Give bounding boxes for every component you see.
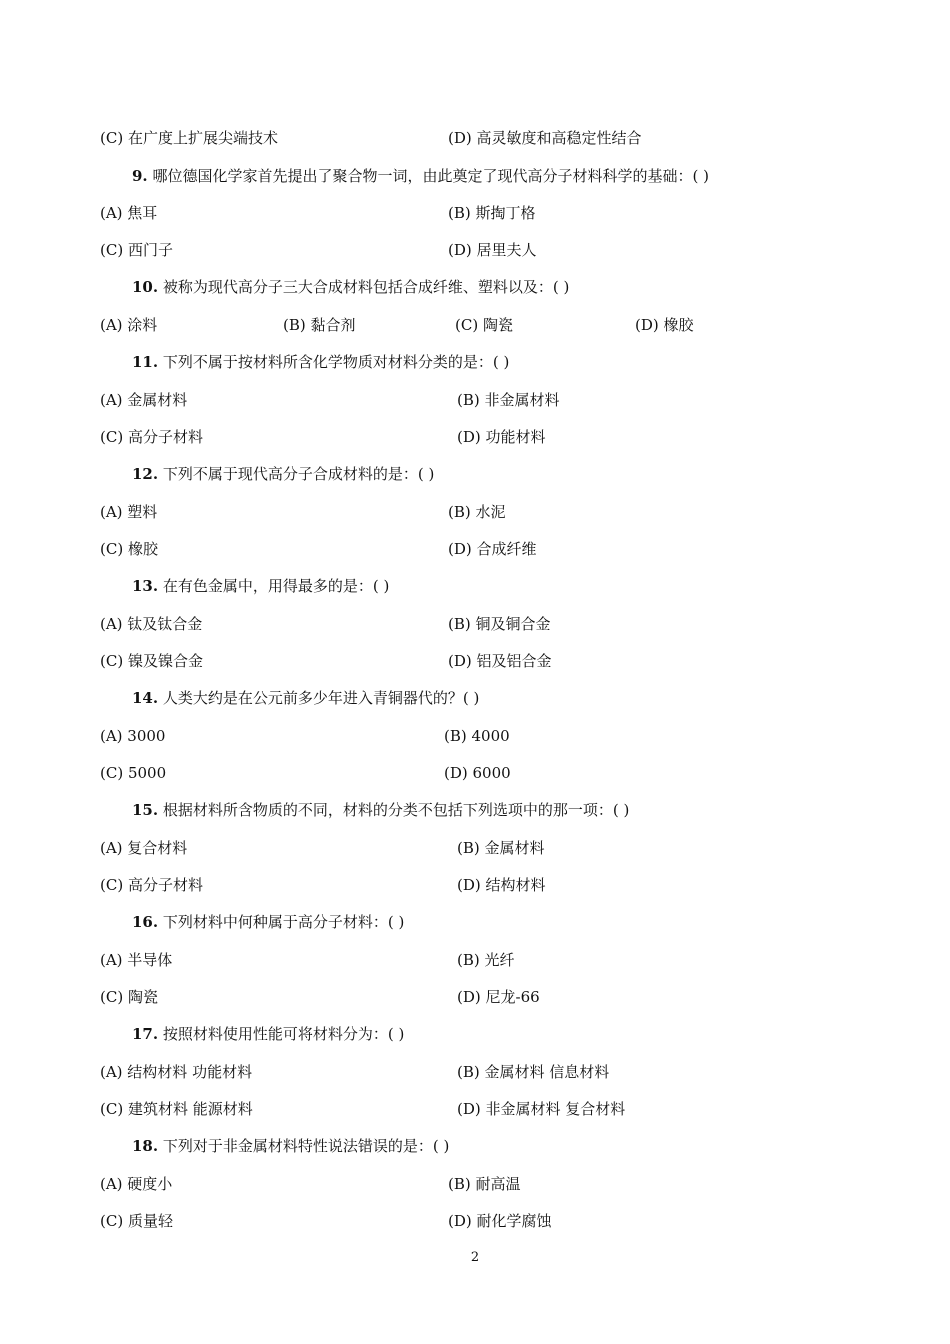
question-14	[132, 688, 479, 708]
question-text: 按照材料使用性能可将材料分为：( )	[158, 1025, 405, 1043]
question-12	[132, 464, 434, 484]
question-text: 根据材料所含物质的不同，材料的分类不包括下列选项中的那一项：( )	[158, 801, 630, 819]
answer-option: (D) 非金属材料 复合材料	[457, 1100, 626, 1118]
question-18	[132, 1136, 449, 1156]
question-number: 10.	[132, 278, 159, 296]
answer-option: (D) 橡胶	[635, 316, 694, 334]
answer-option: (A) 钛及钛合金	[100, 615, 203, 633]
question-text: 下列材料中何种属于高分子材料：( )	[158, 913, 405, 931]
question-number: 9.	[132, 167, 148, 185]
question-10	[132, 277, 569, 297]
answer-option: (D) 尼龙-66	[457, 988, 540, 1006]
answer-option: (B) 金属材料	[457, 839, 545, 857]
question-text: 哪位德国化学家首先提出了聚合物一词，由此奠定了现代高分子材料科学的基础：( )	[147, 167, 709, 185]
question-text: 下列不属于现代高分子合成材料的是：( )	[158, 465, 435, 483]
answer-option: (B) 水泥	[448, 503, 506, 521]
question-text: 人类大约是在公元前多少年进入青铜器代的？( )	[158, 689, 480, 707]
question-16	[132, 912, 404, 932]
answer-option: (A) 半导体	[100, 951, 173, 969]
answer-option: (A) 3000	[100, 727, 166, 745]
answer-option: (B) 4000	[444, 727, 510, 745]
question-number: 16.	[132, 913, 159, 931]
answer-option: (C) 镍及镍合金	[100, 652, 203, 670]
question-number: 11.	[132, 353, 159, 371]
answer-option: (C) 西门子	[100, 241, 173, 259]
answer-option: (B) 光纤	[457, 951, 515, 969]
answer-option: (D) 耐化学腐蚀	[448, 1212, 552, 1230]
answer-option: (A) 焦耳	[100, 204, 158, 222]
answer-option: (C) 陶瓷	[100, 988, 158, 1006]
question-number: 14.	[132, 689, 159, 707]
question-17	[132, 1024, 404, 1044]
answer-option: (B) 铜及铜合金	[448, 615, 551, 633]
answer-option: (A) 金属材料	[100, 391, 188, 409]
answer-option: (D) 居里夫人	[448, 241, 537, 259]
answer-option: (D) 铝及铝合金	[448, 652, 552, 670]
answer-option: (A) 复合材料	[100, 839, 188, 857]
answer-option: (A) 结构材料 功能材料	[100, 1063, 253, 1081]
answer-option: (B) 非金属材料	[457, 391, 560, 409]
answer-option: (C) 高分子材料	[100, 876, 203, 894]
question-text: 下列对于非金属材料特性说法错误的是：( )	[158, 1137, 450, 1155]
question-number: 18.	[132, 1137, 159, 1155]
page-number: 2	[470, 1250, 480, 1265]
answer-option: (C) 质量轻	[100, 1212, 173, 1230]
question-9	[132, 166, 709, 186]
answer-option: (B) 黏合剂	[283, 316, 356, 334]
answer-option: (B) 斯掏丁格	[448, 204, 536, 222]
answer-option: (D) 功能材料	[457, 428, 546, 446]
question-15	[132, 800, 629, 820]
question-number: 12.	[132, 465, 159, 483]
answer-option: (C) 橡胶	[100, 540, 158, 558]
answer-option: (B) 耐高温	[448, 1175, 521, 1193]
question-number: 13.	[132, 577, 159, 595]
answer-option: (C) 在广度上扩展尖端技术	[100, 129, 278, 147]
answer-option: (C) 建筑材料 能源材料	[100, 1100, 253, 1118]
answer-option: (D) 结构材料	[457, 876, 546, 894]
question-number: 15.	[132, 801, 159, 819]
answer-option: (A) 涂料	[100, 316, 158, 334]
question-text: 下列不属于按材料所含化学物质对材料分类的是：( )	[158, 353, 510, 371]
answer-option: (C) 5000	[100, 764, 167, 782]
answer-option: (C) 高分子材料	[100, 428, 203, 446]
answer-option: (D) 合成纤维	[448, 540, 537, 558]
question-number: 17.	[132, 1025, 159, 1043]
question-11	[132, 352, 509, 372]
answer-option: (D) 高灵敏度和高稳定性结合	[448, 129, 642, 147]
answer-option: (A) 塑料	[100, 503, 158, 521]
answer-option: (D) 6000	[444, 764, 511, 782]
question-13	[132, 576, 389, 596]
answer-option: (B) 金属材料 信息材料	[457, 1063, 610, 1081]
answer-option: (A) 硬度小	[100, 1175, 173, 1193]
question-text: 被称为现代高分子三大合成材料包括合成纤维、塑料以及：( )	[158, 278, 570, 296]
answer-option: (C) 陶瓷	[455, 316, 513, 334]
question-text: 在有色金属中，用得最多的是：( )	[158, 577, 390, 595]
